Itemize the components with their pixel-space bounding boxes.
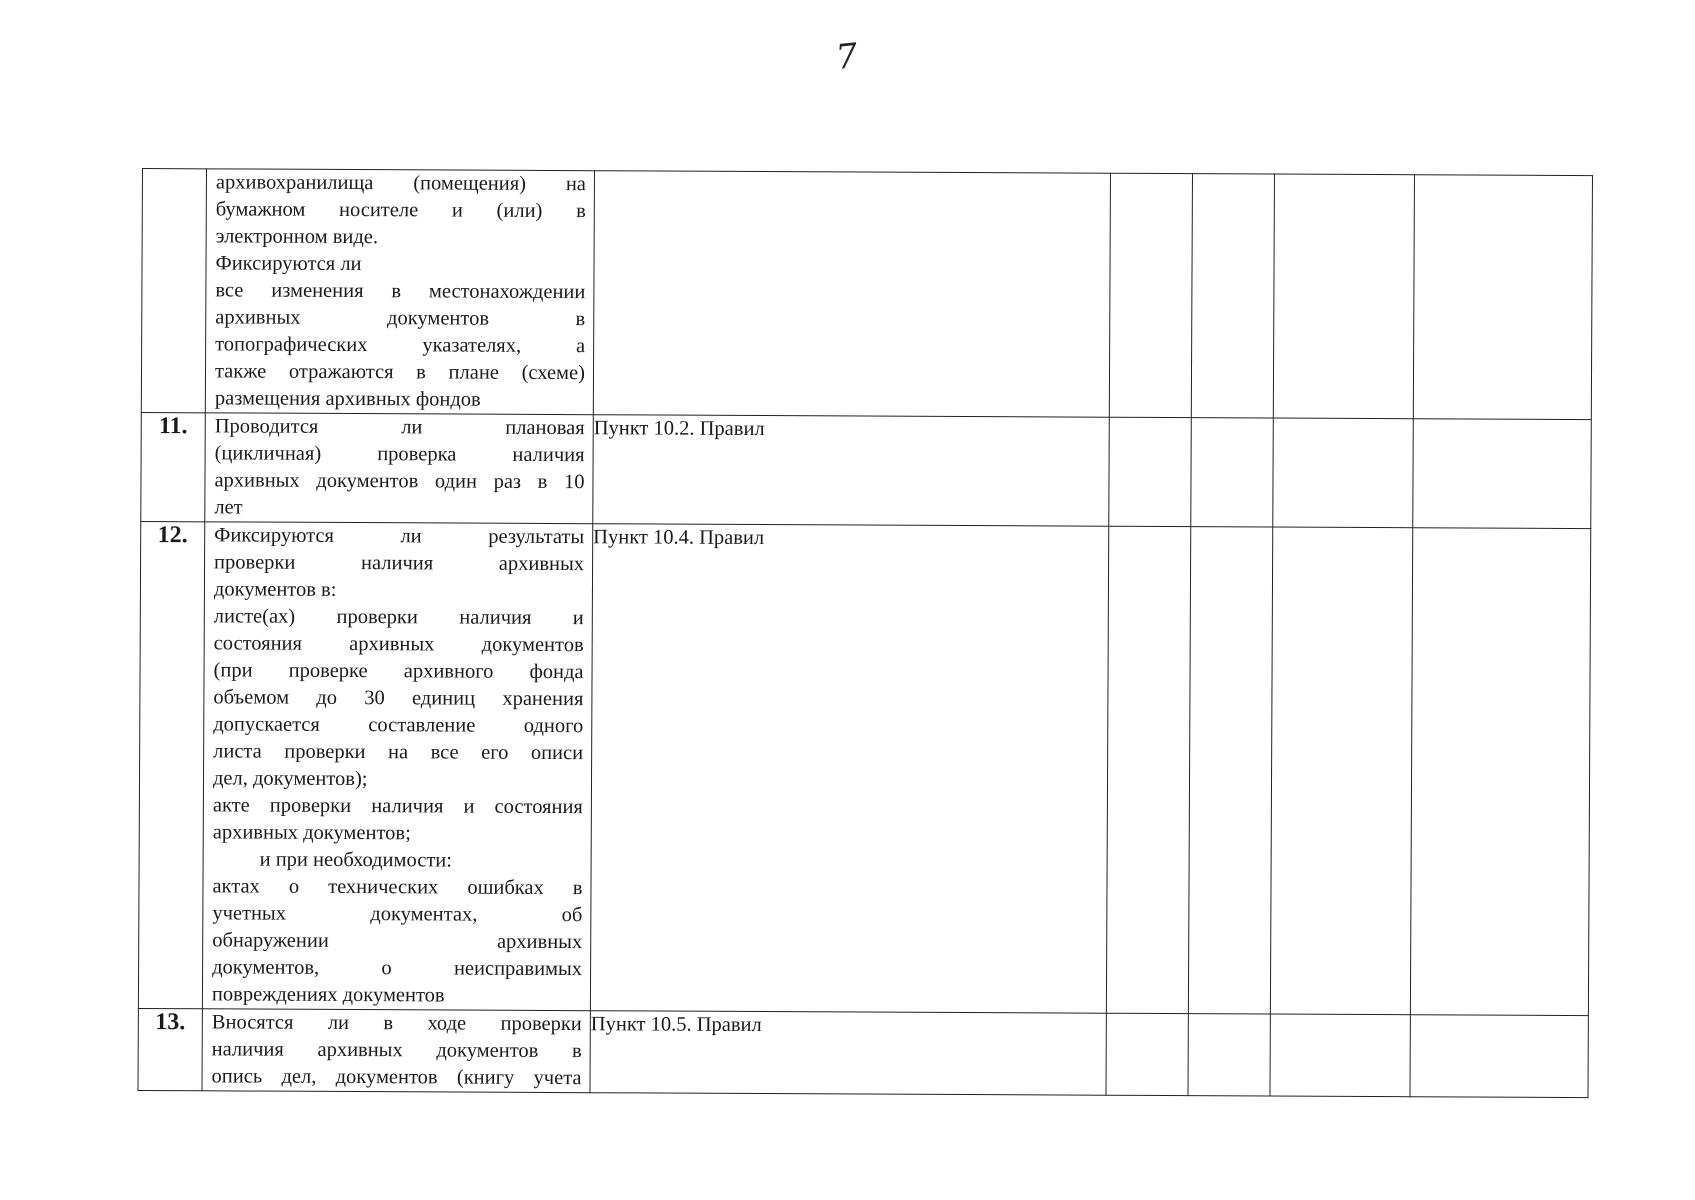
question-line: состояния архивных документов (213, 632, 584, 657)
checklist-sheet (137, 168, 1591, 1098)
question-line: размещения архивных фондов (214, 387, 481, 411)
answer-no-cell (1191, 418, 1274, 527)
question-line: допускается составление одного (213, 713, 584, 738)
requirement-reference: Пункт 10.4. Правил (590, 524, 1108, 1014)
not-applicable-cell (1270, 1014, 1410, 1097)
question-line: акте проверки наличия и состояния (212, 794, 583, 819)
question-line: наличия архивных документов в (211, 1038, 582, 1063)
row-number: 12. (138, 521, 204, 1008)
table-row (138, 521, 1590, 1015)
question-line: лет (214, 496, 243, 519)
question-line: учетных документах, об (212, 902, 583, 927)
question-line: листе(ах) проверки наличия и (213, 605, 584, 630)
answer-no-cell (1191, 174, 1274, 418)
requirement-reference (593, 171, 1110, 418)
note-cell (1413, 175, 1592, 420)
table-row (138, 1008, 1588, 1097)
requirement-reference: Пункт 10.5. Правил (590, 1011, 1106, 1096)
question-line: архивных документов один раз в 10 (214, 469, 585, 494)
note-cell (1413, 419, 1592, 529)
question-line: Фиксируются ли (215, 252, 362, 276)
question-line: документов, о неисправимых (212, 956, 583, 981)
question-line: электронном виде. (215, 225, 379, 249)
answer-yes-cell (1109, 417, 1192, 526)
question-line: архивных документов; (212, 821, 411, 845)
question-cell (205, 413, 594, 524)
checklist-rows (138, 169, 1592, 1098)
question-line: архивных документов в (215, 306, 586, 331)
question-line: и при необходимости: (259, 848, 453, 872)
question-line: документов в: (213, 578, 337, 601)
question-line: все изменения в местонахождении (215, 279, 586, 304)
not-applicable-cell (1270, 527, 1412, 1015)
question-line: архивохранилища (помещения) на (215, 171, 586, 196)
question-line: также отражаются в плане (схеме) (214, 360, 586, 385)
question-line: листа проверки на все его описи (213, 740, 584, 765)
row-number (141, 169, 206, 413)
table-row (141, 412, 1592, 528)
question-cell (202, 1009, 590, 1093)
page-number: 7 (833, 35, 860, 79)
question-line: обнаружении архивных (212, 929, 583, 954)
table-row (141, 169, 1592, 420)
question-line: опись дел, документов (книгу учета (211, 1065, 582, 1090)
requirement-reference: Пункт 10.2. Правил (593, 415, 1110, 527)
question-line: Проводится ли плановая (214, 415, 585, 440)
row-number: 13. (138, 1008, 202, 1090)
question-line: Фиксируются ли результаты (214, 524, 585, 549)
question-line: объемом до 30 единиц хранения (213, 686, 584, 711)
row-number: 11. (141, 412, 206, 521)
not-applicable-cell (1273, 174, 1414, 419)
question-line: проверки наличия архивных (214, 551, 585, 576)
question-line: топографических указателях, а (215, 333, 586, 358)
question-line: (цикличная) проверка наличия (214, 442, 585, 467)
answer-yes-cell (1106, 1013, 1188, 1095)
question-cell (205, 169, 594, 415)
answer-no-cell (1188, 1014, 1270, 1096)
question-line: Вносятся ли в ходе проверки (211, 1011, 582, 1036)
note-cell (1410, 1015, 1588, 1098)
note-cell (1410, 528, 1590, 1016)
question-line: (при проверке архивного фонда (213, 659, 584, 684)
question-line: бумажном носителе и (или) в (215, 198, 586, 223)
question-line: актах о технических ошибках в (212, 875, 583, 900)
checklist-table (137, 168, 1592, 1098)
question-line: дел, документов); (212, 767, 368, 791)
answer-no-cell (1188, 527, 1272, 1014)
answer-yes-cell (1106, 526, 1190, 1013)
answer-yes-cell (1109, 173, 1192, 417)
not-applicable-cell (1273, 418, 1414, 528)
question-line: повреждениях документов (211, 983, 445, 1007)
question-cell (202, 522, 592, 1011)
